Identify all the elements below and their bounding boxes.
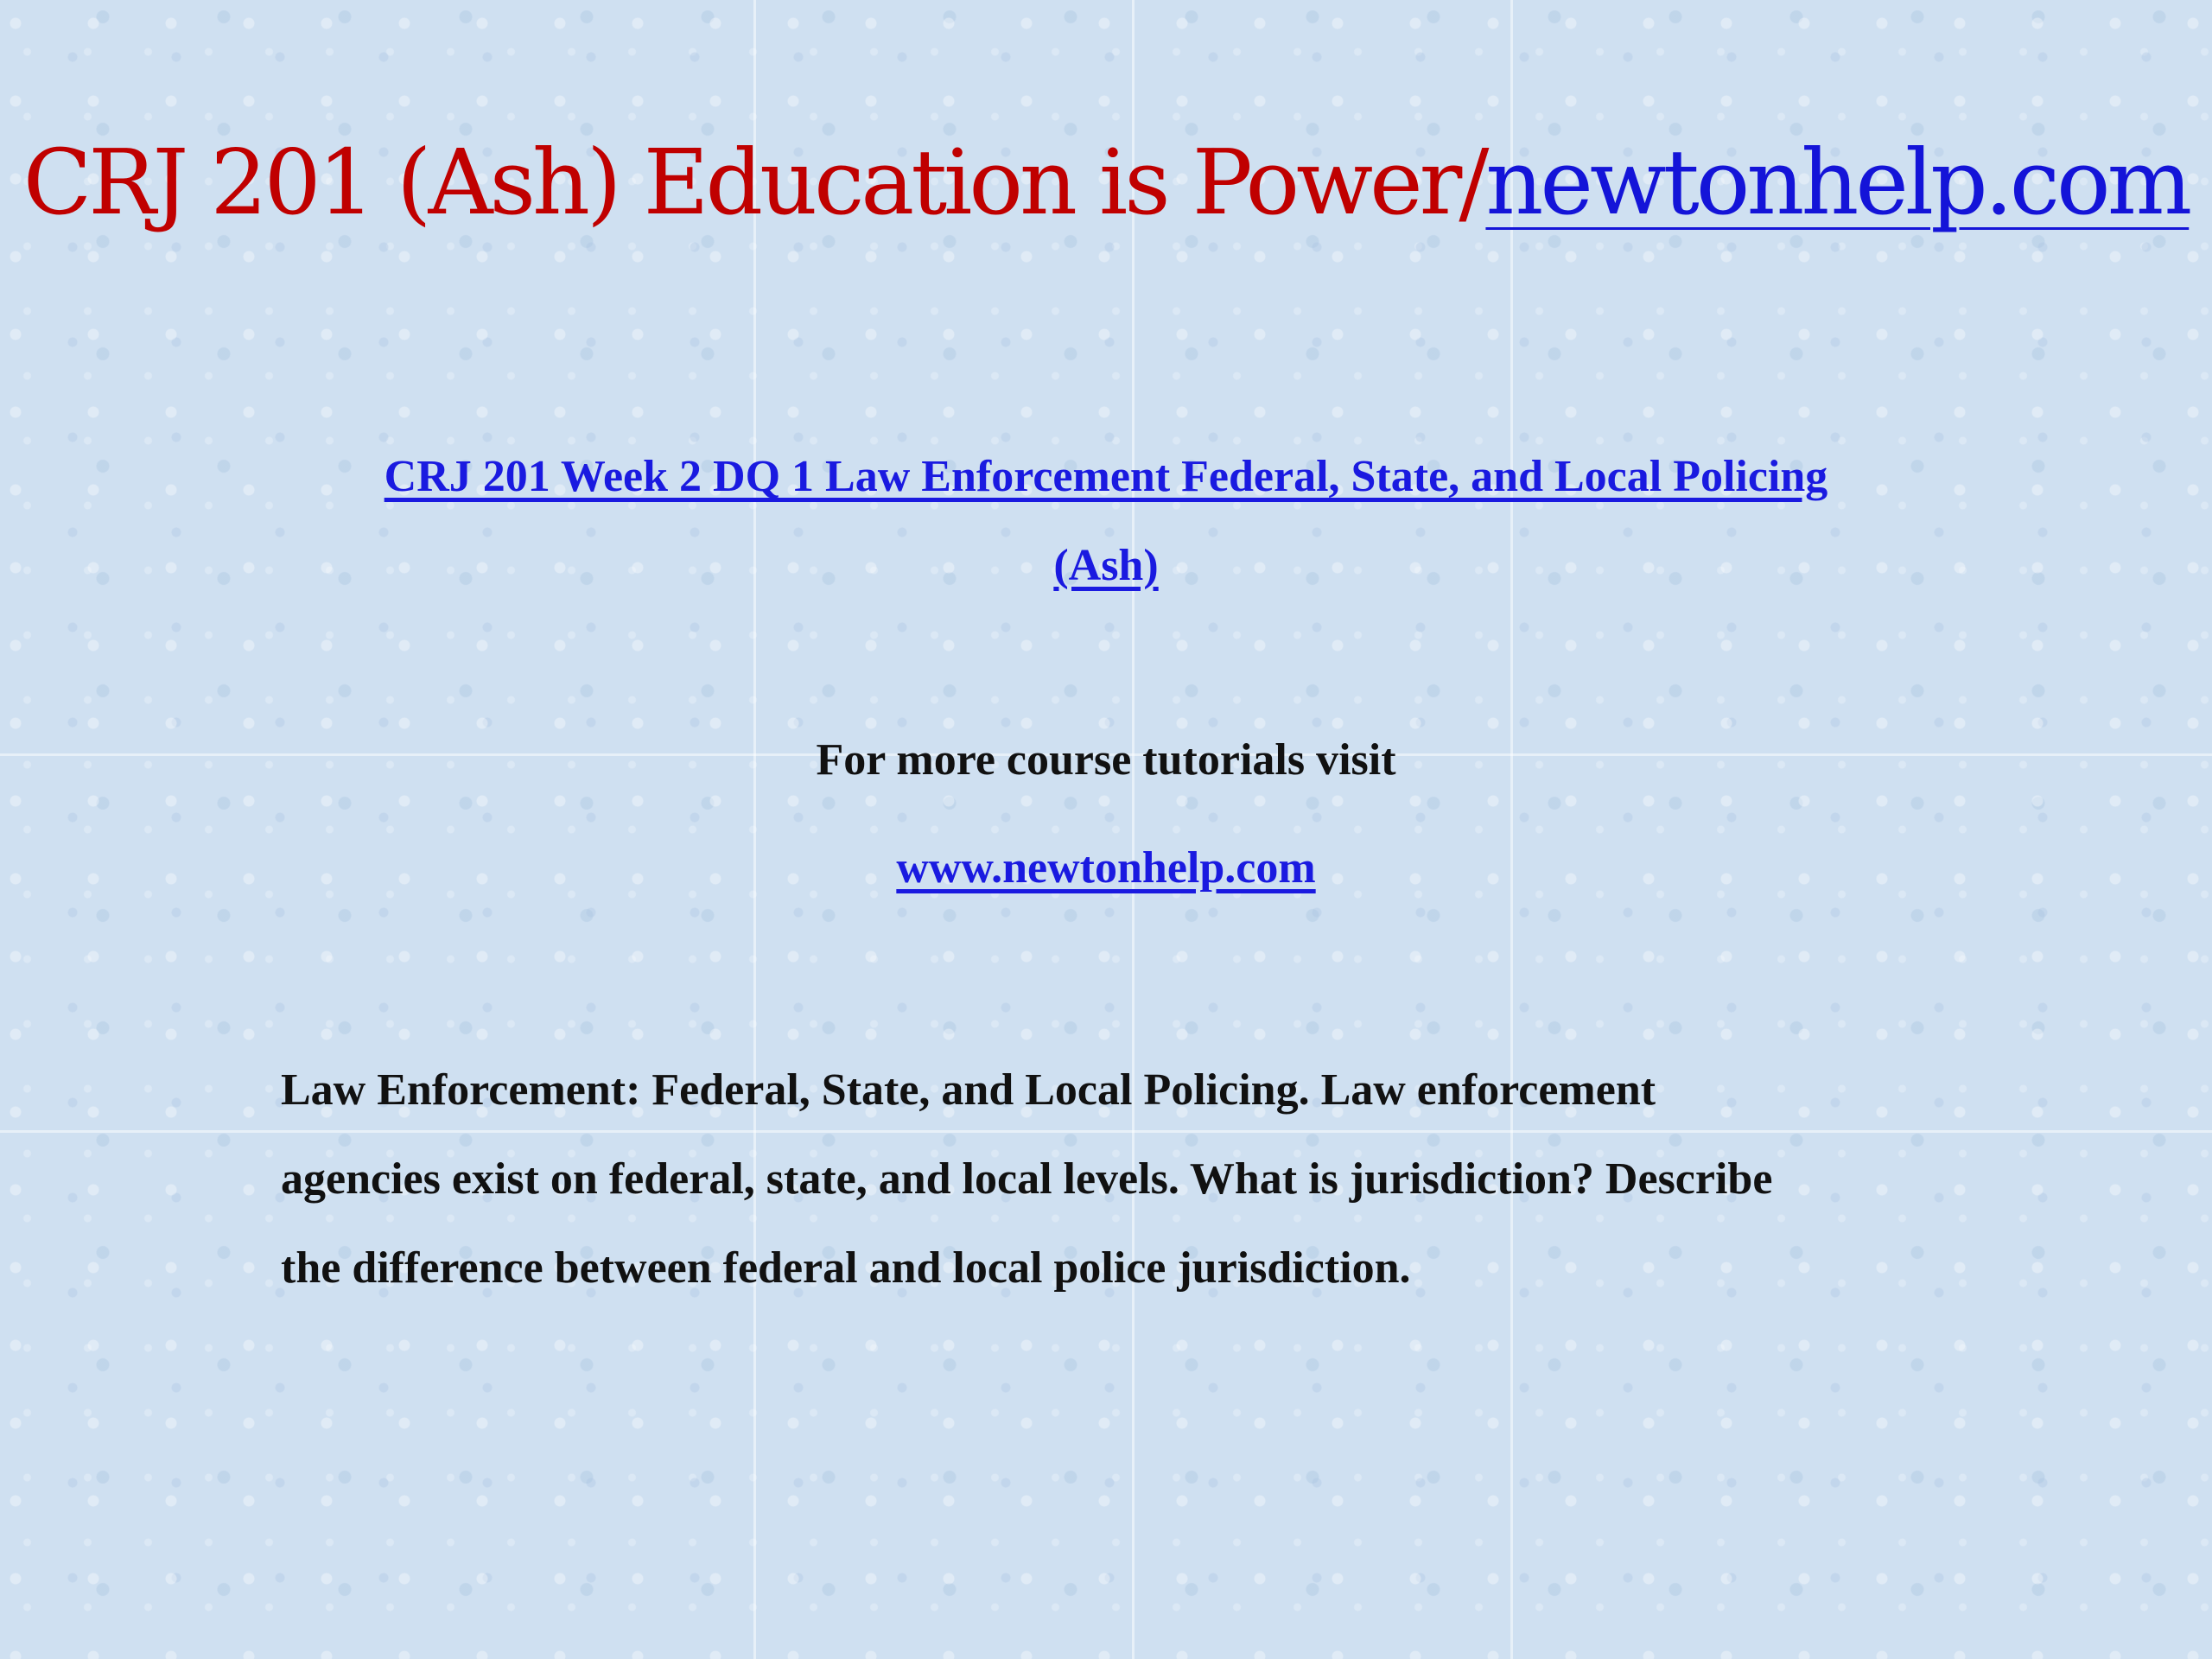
question-line-1: Law Enforcement: Federal, State, and Local Policing. Law enforcement xyxy=(281,1065,1656,1115)
visit-prompt: For more course tutorials visit xyxy=(816,735,1396,785)
document-title-link-block xyxy=(285,432,1927,610)
title-site-link[interactable]: newtonhelp.com xyxy=(1485,130,2190,235)
question-text xyxy=(281,1046,1948,1313)
background-seam xyxy=(1510,0,1513,1659)
background-seam xyxy=(753,0,756,1659)
document-title-line-2: (Ash) xyxy=(1053,541,1159,590)
question-line-2: agencies exist on federal, state, and local levels. What is jurisdiction? Describe xyxy=(281,1154,1773,1204)
document-title-link[interactable] xyxy=(385,452,1828,590)
page-title-text: CRJ 201 (Ash) Education is Power/ xyxy=(22,130,1486,235)
background-seam xyxy=(1132,0,1135,1659)
page-title xyxy=(0,130,2212,235)
website-link[interactable]: www.newtonhelp.com xyxy=(896,843,1316,893)
document-title-line-1: CRJ 201 Week 2 DQ 1 Law Enforcement Federal, State, and Local Policing xyxy=(384,452,1828,501)
question-line-3: the difference between federal and local police jurisdiction. xyxy=(281,1243,1411,1293)
visit-link-container xyxy=(0,842,2212,893)
